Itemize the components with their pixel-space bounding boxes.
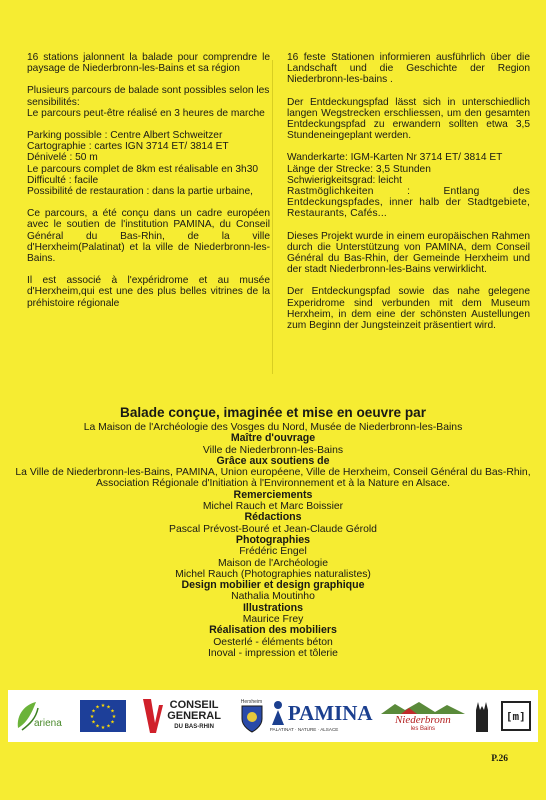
svg-text:★: ★: [110, 719, 115, 726]
pamina-text: PAMINA: [287, 700, 373, 725]
herxheim-logo: [237, 696, 266, 736]
credit-line: Frédéric Engel: [239, 546, 307, 558]
ariena-leaf-icon: [12, 696, 76, 736]
svg-text:★: ★: [100, 703, 106, 709]
fr-routes: [27, 85, 270, 119]
pamina-subtitle: PALATINAT · NATURE · ALSACE: [269, 727, 339, 732]
credit-line: Ville de Niederbronn-les-Bains: [202, 444, 344, 456]
svg-text:★: ★: [91, 708, 96, 715]
de-info-map: Wanderkarte: IGM-Karten Nr 3714 ET/ 3814 ET: [287, 152, 503, 164]
pamina-figure-icon: [270, 700, 286, 726]
credit-line: Nathalia Moutinho: [231, 591, 315, 603]
credit-head-thanks: Remerciements: [233, 488, 313, 501]
credits-author: La Maison de l'Archéologie des Vosges du Nord, Musée de Niederbronn-les-Bains: [83, 422, 463, 433]
niederbronn-text: Niederbronn: [394, 714, 451, 726]
svg-text:★: ★: [106, 723, 111, 730]
credit-line: Maurice Frey: [242, 614, 304, 626]
credit-line: Pascal Prévost-Bouré et Jean-Claude Gérold: [169, 523, 377, 535]
de-info-length: Länge der Strecke: 3,5 Stunden: [287, 163, 431, 175]
conseil-line3: DU BAS-RHIN: [174, 723, 214, 730]
credit-head-design: Design mobilier et design graphique: [181, 579, 365, 592]
eu-flag-logo: [80, 696, 126, 736]
svg-text:★: ★: [100, 725, 106, 731]
svg-text:★: ★: [111, 714, 117, 720]
conseil-general-logo: [130, 696, 233, 736]
svg-text:★: ★: [89, 714, 95, 720]
fr-info-parking: Parking possible : Centre Albert Schweitzer: [27, 130, 223, 142]
svg-text:★: ★: [106, 704, 111, 711]
fr-support: Ce parcours, a été conçu dans un cadre européen avec le soutien de l'institution PAMINA, du Conseil Général du Bas-Rhin, de la ville d'Herxheim(Palatinat) et la ville de Niederbronn-les-Bains.: [27, 208, 270, 265]
credits-title: Balade conçue, imaginée et mise en oeuvre par: [120, 405, 426, 420]
credits-block: [10, 405, 536, 659]
de-info-rest: Rastmöglichkeiten : Entlang des Entdeckungspfades, inner halb der Stadtgebiete, Restaurants, Cafés...: [287, 186, 530, 220]
museum-logo: [498, 696, 534, 736]
credit-head-fabrication: Réalisation des mobiliers: [209, 624, 337, 637]
ariena-logo: [12, 696, 76, 736]
de-intro: 16 feste Stationen informieren ausführlich über die Landschaft und die Geschichte der Region Niederbronn-les-bains .: [287, 52, 530, 86]
credit-line: Oesterlé - éléments béton: [213, 636, 333, 648]
niederbronn-subtext: les Bains: [410, 726, 436, 732]
svg-text:★: ★: [95, 723, 100, 730]
fr-museum: Il est associé à l'expéridrome et au musée d'Herxheim,qui est une des plus belles vitrines de la préhistoire régionale: [27, 275, 270, 309]
de-routes: Der Entdeckungspfad lässt sich in unterschiedlich langen Wegstrecken erschliessen, um den gesamten Entdeckungspfad zu erwandern sollten etwa 3,5 Stundeneingeplant werden.: [287, 96, 530, 142]
museum-mark: [m]: [501, 701, 531, 731]
fr-routes-line1: Plusieurs parcours de balade sont possibles selon les sensibilités:: [27, 85, 270, 108]
conseil-line1: CONSEIL: [169, 698, 219, 711]
niederbronn-logo: [379, 696, 467, 736]
niederbronn-hills-icon: [381, 700, 465, 714]
credit-head-writing: Rédactions: [244, 511, 302, 524]
herxheim-shield-icon: [241, 705, 263, 733]
credit-head-photos: Photographies: [235, 533, 311, 546]
de-practical-info: [287, 152, 530, 219]
fr-intro: 16 stations jalonnent la balade pour comprendre le paysage de Niederbronn-les-Bains et sa région: [27, 52, 270, 75]
credit-line: Inoval - impression et tôlerie: [208, 647, 338, 659]
svg-text:★: ★: [95, 704, 100, 711]
german-column: [287, 52, 530, 342]
credit-line: Michel Rauch et Marc Boissier: [202, 501, 344, 513]
credit-head-illustrations: Illustrations: [242, 601, 304, 614]
fr-info-duration: Le parcours complet de 8km est réalisable en 3h30: [27, 163, 259, 175]
page-number: P.26: [491, 754, 508, 764]
credit-line: Maison de l'Archéologie: [218, 557, 328, 569]
credit-line: Michel Rauch (Photographies naturalistes): [175, 568, 371, 580]
castle-tower-icon: [472, 700, 492, 732]
credit-head-support: Grâce aux soutiens de: [216, 454, 330, 467]
castle-logo: [471, 696, 494, 736]
eu-flag-icon: [80, 700, 126, 732]
fr-info-elevation: Dénivelé : 50 m: [27, 152, 98, 164]
french-column: [27, 52, 270, 320]
conseil-line2: GENERAL: [167, 709, 221, 722]
de-museum: Der Entdeckungspfad sowie das nahe gelegene Experidrome sind verbunden mit dem Museum Herxheim, in dem eine der schönsten Austellungen zum Beginn der Jungsteinzeit präsentiert wird.: [287, 286, 530, 332]
credit-line: La Ville de Niederbronn-les-Bains, PAMINA, Union européene, Ville de Herxheim, Conseil Général du Bas-Rhin, Association Régionale d'Initiation à l'Environnement et à la Nature en Alsace.: [15, 467, 531, 490]
de-support: Dieses Projekt wurde in einem europäischen Rahmen durch die Unterstützung von PAMINA, dem Conseil Général du Bas-Rhin, der Gemeinde Herxheim und der stadt Niederbronn-les-Bains verwirklicht.: [287, 230, 530, 276]
de-info-difficulty: Schwierigkeitsgrad: leicht: [287, 174, 402, 186]
column-divider: [272, 60, 273, 374]
partner-logos-strip: [8, 690, 538, 742]
fr-practical-info: [27, 130, 270, 197]
fr-info-map: Cartographie : cartes IGN 3714 ET/ 3814 ET: [27, 141, 229, 153]
pamina-logo: [270, 696, 375, 736]
svg-text:★: ★: [110, 708, 115, 715]
credit-head-owner: Maître d'ouvrage: [230, 432, 316, 445]
ariena-text: ariena: [34, 718, 62, 729]
fr-info-difficulty: Difficulté : facile: [27, 174, 99, 186]
fr-info-food: Possibilité de restauration : dans la partie urbaine,: [27, 186, 253, 198]
conseil-v-icon: [142, 697, 164, 735]
fr-routes-line2: Le parcours peut-être réalisé en 3 heures de marche: [27, 107, 265, 119]
herxheim-label: Herxheim: [240, 699, 263, 705]
svg-text:★: ★: [91, 719, 96, 726]
